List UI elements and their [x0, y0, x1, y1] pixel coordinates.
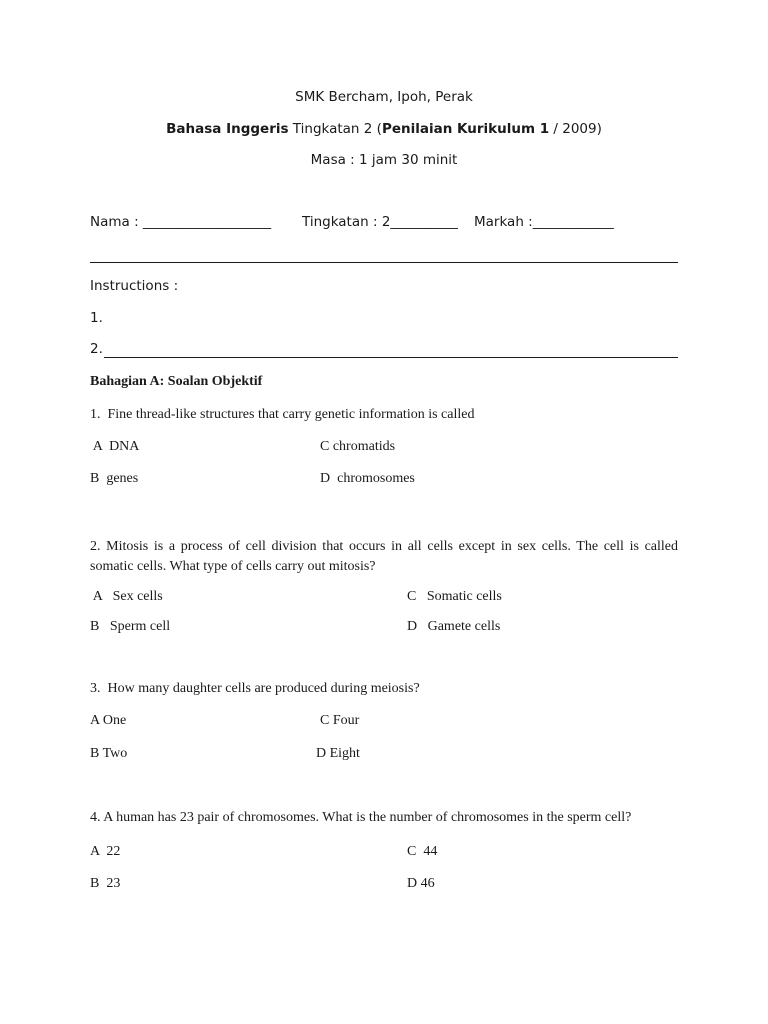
question-4-option-b: B 23: [90, 876, 121, 891]
question-1-text: 1. Fine thread-like structures that carry genetic information is called: [90, 407, 475, 422]
question-4-option-c: C 44: [407, 844, 438, 859]
question-2-text: 2. Mitosis is a process of cell division that occurs in all cells except in sex cells. The cell is called somatic cells. What type of cells carry out mitosis?: [90, 539, 678, 574]
form-level: Tingkatan 2 (: [288, 121, 382, 137]
question-2-option-c: C Somatic cells: [407, 589, 502, 604]
assessment-year: / 2009): [549, 121, 602, 137]
instructions-label: Instructions :: [90, 278, 179, 294]
question-4-option-a: A 22: [90, 844, 121, 859]
question-3-option-a: A One: [90, 713, 127, 728]
instruction-line: [104, 357, 678, 358]
question-3-option-c: C Four: [320, 713, 360, 728]
question-1-option-c: C chromatids: [320, 439, 396, 454]
instruction-item-1: 1.: [90, 310, 103, 326]
question-1-option-d: D chromosomes: [320, 471, 415, 486]
paper-title: [0, 121, 768, 137]
question-2-option-b: B Sperm cell: [90, 619, 171, 634]
form-field: Tingkatan : 2__________: [302, 214, 458, 230]
school-name: SMK Bercham, Ipoh, Perak: [295, 89, 473, 105]
exam-duration: Masa : 1 jam 30 minit: [310, 152, 458, 168]
question-4-text: 4. A human has 23 pair of chromosomes. What is the number of chromosomes in the sperm cell?: [90, 810, 632, 825]
instruction-item-2: 2.: [90, 341, 103, 357]
question-1-option-a: A DNA: [90, 439, 140, 454]
question-2-option-a: A Sex cells: [90, 589, 163, 604]
marks-field: Markah :____________: [474, 214, 614, 230]
section-title: Bahagian A: Soalan Objektif: [90, 374, 263, 389]
assessment-name: Penilaian Kurikulum 1: [381, 121, 550, 137]
question-3-text: 3. How many daughter cells are produced during meiosis?: [90, 681, 420, 696]
subject-name: Bahasa Inggeris: [166, 121, 289, 137]
question-2-option-d: D Gamete cells: [407, 619, 501, 634]
divider-line: [90, 262, 678, 263]
question-1-option-b: B genes: [90, 471, 139, 486]
question-3-option-b: B Two: [90, 746, 128, 761]
question-4-option-d: D 46: [407, 876, 435, 891]
question-3-option-d: D Eight: [316, 746, 360, 761]
name-field: Nama : ___________________: [90, 214, 272, 230]
